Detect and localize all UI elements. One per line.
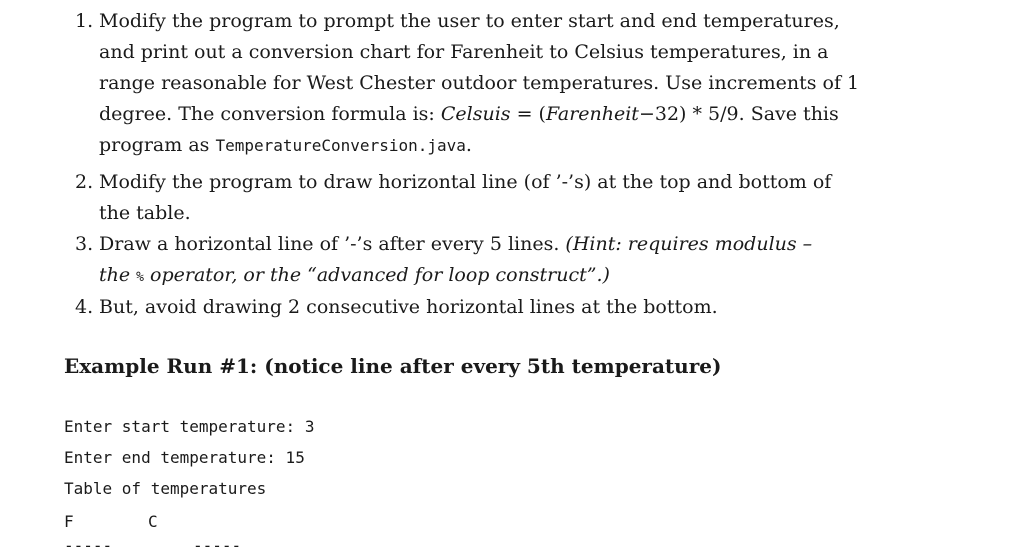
dash-line-f: ----- xyxy=(64,536,113,555)
filename-code: TemperatureConversion.java xyxy=(215,136,466,155)
instruction-item-2 xyxy=(75,167,859,229)
item-text-line xyxy=(99,260,859,291)
item-text-line: range reasonable for West Chester outdoor temperatures. Use increments of 1 xyxy=(99,72,860,94)
instruction-item-3 xyxy=(75,229,859,291)
code-line: Enter end temperature: 15 xyxy=(64,448,305,467)
item-text-line: Modify the program to draw horizontal line (of ’-’s) at the top and bottom of xyxy=(99,171,832,193)
item-number: 1. xyxy=(75,10,94,32)
item-text-line: But, avoid drawing 2 consecutive horizontal lines at the bottom. xyxy=(99,296,718,318)
item-number: 4. xyxy=(75,296,94,318)
item-text-line xyxy=(99,229,859,260)
hint-intro: Draw a horizontal line of ’-’s after every 5 lines. xyxy=(99,233,566,255)
hint-the: the xyxy=(99,264,137,286)
hint-tail: operator, or the “advanced for loop construct”.) xyxy=(143,264,610,286)
modulus-operator: % xyxy=(136,270,144,285)
formula-equals: = ( xyxy=(510,103,546,125)
item-text-line xyxy=(99,99,859,130)
item-number: 2. xyxy=(75,171,94,193)
item-number: 3. xyxy=(75,233,94,255)
column-header-f: F xyxy=(64,512,74,531)
hint-text: (Hint: requires modulus – xyxy=(565,233,813,255)
formula-lhs: Celsuis xyxy=(440,103,511,125)
item-text-line xyxy=(99,130,859,161)
instruction-item-1 xyxy=(75,6,860,161)
item-text-line: Modify the program to prompt the user to enter start and end temperatures, xyxy=(99,10,840,32)
example-heading: Example Run #1: (notice line after every 5th temperature) xyxy=(64,354,722,378)
code-line: Table of temperatures xyxy=(64,479,267,498)
formula-intro: degree. The conversion formula is: xyxy=(99,103,441,125)
save-intro: program as xyxy=(99,134,216,156)
formula-rhs: Farenheit xyxy=(545,103,639,125)
formula-tail: −32) * 5/9. Save this xyxy=(638,103,839,125)
dash-line-c: ----- xyxy=(193,536,242,555)
code-line: Enter start temperature: 3 xyxy=(64,417,315,436)
column-header-c: C xyxy=(148,512,158,531)
save-period: . xyxy=(465,134,472,156)
instruction-item-4 xyxy=(75,292,859,323)
item-text-line: and print out a conversion chart for Farenheit to Celsius temperatures, in a xyxy=(99,41,829,63)
item-text-line: the table. xyxy=(99,202,191,224)
